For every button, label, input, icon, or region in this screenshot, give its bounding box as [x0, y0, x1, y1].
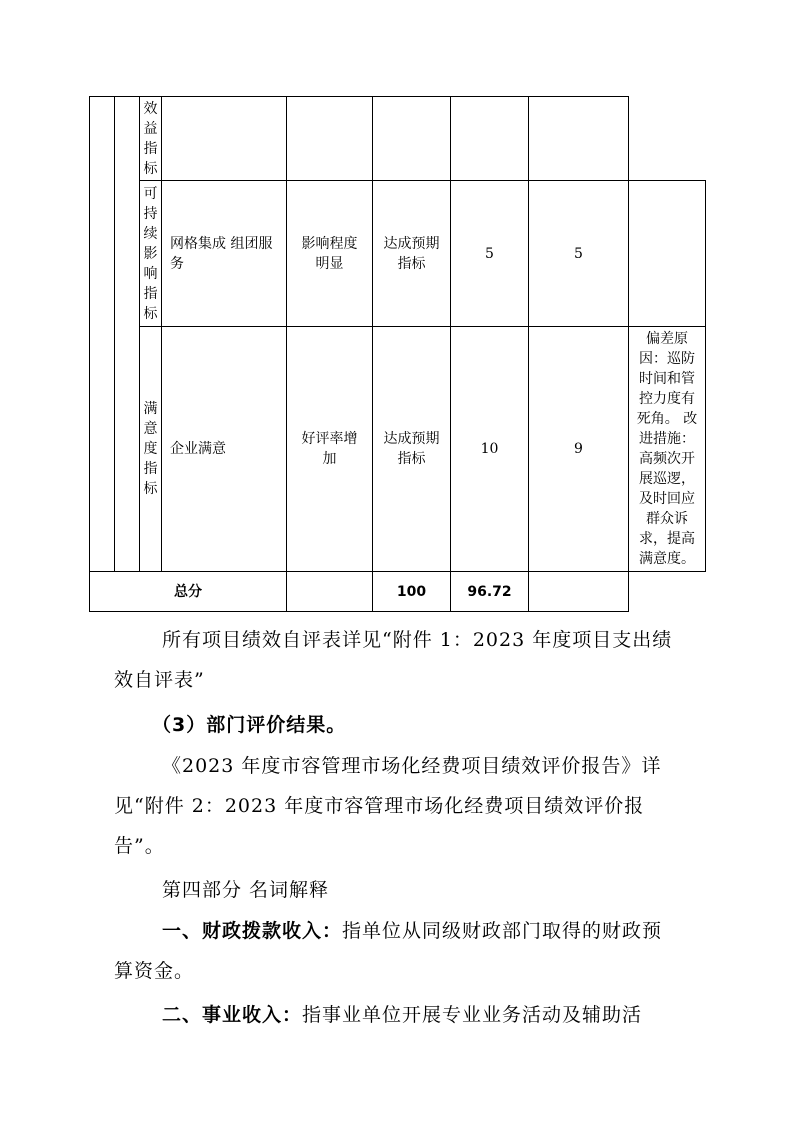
table-cell-col1	[90, 97, 115, 572]
total-label: 总分	[90, 572, 287, 612]
table-cell-indicator: 满意度指标	[140, 327, 162, 572]
table-cell-result: 达成预期指标	[373, 327, 451, 572]
table-cell-score: 5	[451, 181, 529, 327]
table-cell	[373, 97, 451, 181]
definition-term: 二、事业收入：	[162, 1004, 303, 1026]
table-cell-indicator: 效益指标	[140, 97, 162, 181]
table-cell-content: 企业满意	[162, 327, 287, 572]
table-row	[90, 327, 706, 572]
definition-term: 一、财政拨款收入：	[162, 920, 343, 942]
table-cell	[287, 97, 373, 181]
table-cell	[451, 97, 529, 181]
total-actual: 96.72	[451, 572, 529, 612]
table-cell-content: 网格集成 组团服务	[162, 181, 287, 327]
table-row	[90, 181, 706, 327]
table-cell	[529, 97, 629, 181]
table-row-total	[90, 572, 706, 612]
definition-business-income: 二、事业收入：指事业单位开展专业业务活动及辅助活	[162, 1004, 643, 1026]
table-row	[90, 97, 706, 181]
table-cell	[162, 97, 287, 181]
performance-table	[89, 96, 706, 612]
table-cell-target: 影响程度明显	[287, 181, 373, 327]
table-cell-indicator: 可持续影响指标	[140, 181, 162, 327]
table-cell-actual: 5	[529, 181, 629, 327]
table-cell-result: 达成预期指标	[373, 181, 451, 327]
table-cell-note	[629, 181, 706, 327]
table-cell-target: 好评率增加	[287, 327, 373, 572]
table-cell-score: 10	[451, 327, 529, 572]
total-score: 100	[373, 572, 451, 612]
table-cell-col1b	[115, 97, 140, 572]
table-cell-actual: 9	[529, 327, 629, 572]
paragraph-attachment-1: 所有项目绩效自评表详见“附件 1：2023 年度项目支出绩效自评表”	[114, 629, 673, 691]
part-heading: 第四部分 名词解释	[162, 879, 330, 901]
table-cell	[287, 572, 373, 612]
table-cell-note: 偏差原因：巡防时间和管控力度有死角。 改进措施：高频次开展巡逻，及时回应群众诉求，提高满意度。	[629, 327, 706, 572]
section-heading-evaluation: （3）部门评价结果。	[152, 714, 347, 736]
paragraph-attachment-2: 《2023 年度市容管理市场化经费项目绩效评价报告》详见“附件 2：2023 年度市容管理市场化经费项目绩效评价报告”。	[114, 755, 662, 857]
total-note	[529, 572, 629, 612]
definition-fiscal-income: 一、财政拨款收入：指单位从同级财政部门取得的财政预算资金。	[114, 920, 663, 982]
